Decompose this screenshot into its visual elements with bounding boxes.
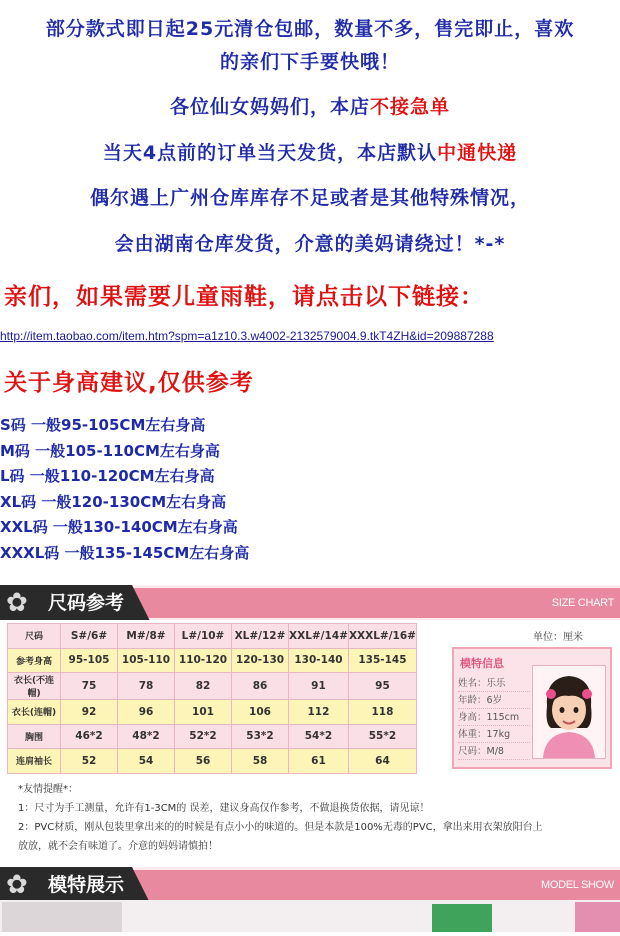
table-header-row	[8, 624, 417, 649]
table-cell: 91	[289, 673, 349, 700]
table-row	[8, 648, 417, 673]
friendly-notes	[18, 780, 608, 856]
table-cell: 参考身高	[8, 648, 61, 673]
notice-line-4-text: 当天4点前的订单当天发货，本店默认	[102, 142, 438, 164]
table-cell: 95	[348, 673, 416, 700]
model-weight: 体重：17kg	[458, 726, 530, 743]
table-cell: 48*2	[118, 724, 175, 749]
note-heading: *友情提醒*：	[18, 784, 78, 795]
model-info-title: 模特信息	[460, 657, 504, 670]
notice-line-3-text: 各位仙女妈妈们，本店	[169, 96, 370, 118]
size-advice-xxl: XXL码 一般130-140CM左右身高	[0, 518, 238, 536]
model-show-photo	[0, 900, 620, 932]
model-show-banner	[0, 867, 620, 903]
notice-line-4	[0, 138, 620, 165]
table-row	[8, 700, 417, 725]
model-show-title-en: MODEL SHOW	[541, 879, 614, 891]
table-cell: 61	[289, 749, 349, 774]
note-2-cont: 放放，就不会有味道了。介意的妈妈请慎拍！	[18, 841, 218, 852]
courier-name: 中通快递	[437, 142, 518, 164]
flower-icon: ✿	[6, 870, 28, 900]
table-cell: 86	[232, 673, 289, 700]
table-cell: 96	[118, 700, 175, 725]
size-chart-table	[7, 623, 417, 774]
model-size: 尺码：M/8	[458, 743, 530, 760]
table-cell: 101	[175, 700, 232, 725]
size-chart-title: 尺码参考	[48, 592, 125, 614]
note-1: 1：尺寸为手工测量，允许有1-3CM的 误差，建议身高仅作参考，不做退换货依据，请见谅！	[18, 803, 430, 814]
table-cell: 75	[61, 673, 118, 700]
note-2: 2：PVC材质，刚从包装里拿出来的的时候是有点小小的味道的。但是本款是100%无毒的PVC，拿出来用衣架放阳台上	[18, 822, 543, 833]
size-advice-l: L码 一般110-120CM左右身高	[0, 467, 215, 485]
table-cell: 106	[232, 700, 289, 725]
table-cell: 78	[118, 673, 175, 700]
notice-line-1: 部分款式即日起25元清仓包邮，数量不多，售完即止，喜欢	[45, 18, 575, 40]
height-advice-heading: 关于身高建议,仅供参考	[4, 370, 254, 396]
table-cell: 54*2	[289, 724, 349, 749]
table-header-cell: S#/6#	[61, 624, 118, 649]
table-cell: 105-110	[118, 648, 175, 673]
table-cell: 95-105	[61, 648, 118, 673]
no-rush-orders: 不接急单	[370, 96, 451, 118]
size-advice-m: M码 一般105-110CM左右身高	[0, 441, 220, 460]
table-header-cell: XL#/12#	[232, 624, 289, 649]
size-chart-unit: 单位：厘米	[533, 632, 583, 643]
table-cell: 55*2	[348, 724, 416, 749]
table-header-cell: XXXL#/16#	[348, 624, 416, 649]
table-cell: 110-120	[175, 648, 232, 673]
table-row	[8, 724, 417, 749]
model-height: 身高：115cm	[458, 709, 530, 726]
table-cell: 64	[348, 749, 416, 774]
table-cell: 130-140	[289, 648, 349, 673]
table-cell: 58	[232, 749, 289, 774]
model-show-photo-strip	[0, 900, 620, 932]
notice-line-6: 会由湖南仓库发货，介意的美妈请绕过！*-*	[114, 233, 506, 255]
table-header-cell: L#/10#	[175, 624, 232, 649]
rain-shoes-heading: 亲们，如果需要儿童雨鞋，请点击以下链接：	[4, 284, 484, 310]
table-cell: 胸围	[8, 724, 61, 749]
table-row	[8, 673, 417, 700]
notice-line-5: 偶尔遇上广州仓库库存不足或者是其他特殊情况，	[89, 187, 530, 209]
table-row	[8, 749, 417, 774]
table-cell: 52*2	[175, 724, 232, 749]
size-advice-s: S码 一般95-105CM左右身高	[0, 416, 206, 434]
size-advice-xl: XL码 一般120-130CM左右身高	[0, 492, 227, 511]
notice-line-2: 的亲们下手要快哦！	[219, 51, 400, 73]
table-cell: 衣长(不连帽)	[8, 673, 61, 700]
table-cell: 82	[175, 673, 232, 700]
notice-line-3	[0, 92, 620, 119]
table-cell: 衣长(连帽)	[8, 700, 61, 725]
table-cell: 53*2	[232, 724, 289, 749]
model-show-title: 模特展示	[48, 874, 125, 896]
flower-icon: ✿	[6, 588, 28, 618]
model-info-card	[452, 647, 612, 769]
rain-shoes-link[interactable]: http://item.taobao.com/item.htm?spm=a1z10.3.w4002-2132579004.9.tkT4ZH&id=209887288	[0, 329, 494, 343]
table-cell: 46*2	[61, 724, 118, 749]
table-cell: 112	[289, 700, 349, 725]
table-header-cell: XXL#/14#	[289, 624, 349, 649]
child-portrait-icon	[533, 666, 605, 758]
size-chart-title-en: SIZE CHART	[551, 597, 614, 609]
table-cell: 连肩袖长	[8, 749, 61, 774]
table-header-cell: M#/8#	[118, 624, 175, 649]
table-cell: 56	[175, 749, 232, 774]
table-cell: 52	[61, 749, 118, 774]
table-header-cell: 尺码	[8, 624, 61, 649]
model-info-list	[458, 675, 530, 760]
table-cell: 120-130	[232, 648, 289, 673]
size-advice-list	[0, 414, 249, 567]
table-cell: 135-145	[348, 648, 416, 673]
model-photo	[532, 665, 606, 759]
table-cell: 54	[118, 749, 175, 774]
table-cell: 118	[348, 700, 416, 725]
model-name: 姓名：乐乐	[458, 675, 530, 692]
model-age: 年龄：6岁	[458, 692, 530, 709]
table-cell: 92	[61, 700, 118, 725]
size-chart-banner	[0, 585, 620, 621]
size-advice-xxxl: XXXL码 一般135-145CM左右身高	[0, 543, 250, 562]
